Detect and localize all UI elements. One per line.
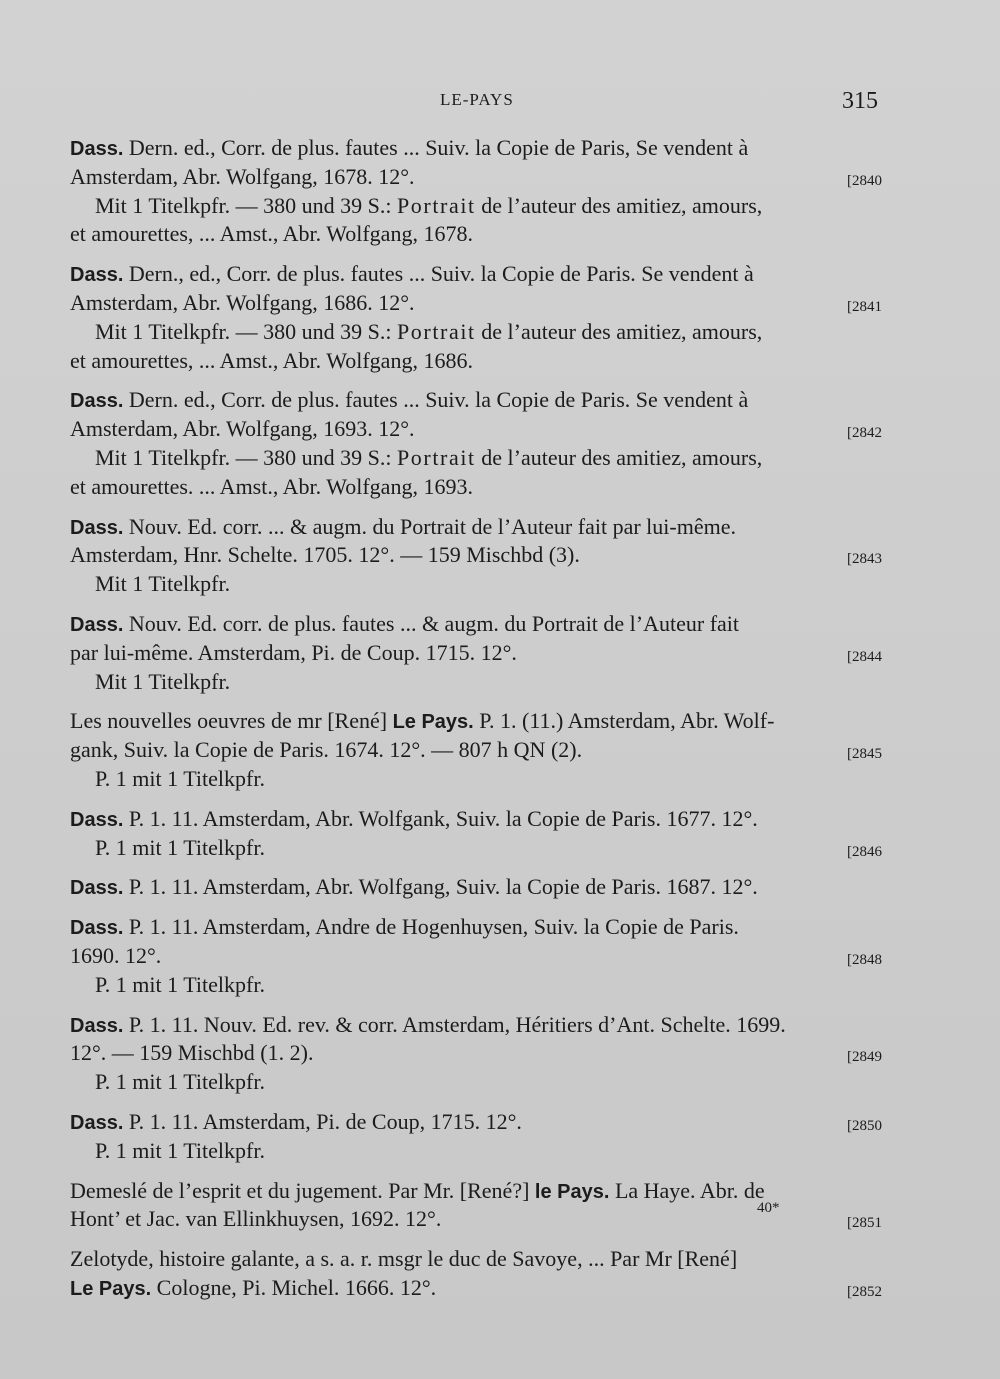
entry-text: gank, Suiv. la Copie de Paris. 1674. 12°. — 807 h QN (2). bbox=[70, 737, 583, 763]
entry-bold: Dass. bbox=[70, 917, 124, 940]
entry-text: Hont’ et Jac. van Ellinkhuysen, 1692. 12°. bbox=[70, 1206, 442, 1232]
entry-bold: Dass. bbox=[70, 1111, 124, 1134]
entry-bold: Dass. bbox=[70, 138, 124, 160]
entry-note: et amourettes, ... Amst., Abr. Wolfgang, 1686. bbox=[70, 347, 473, 373]
entry-bold: Dass. bbox=[70, 877, 124, 900]
entry-note: Mit 1 Titelkpfr. bbox=[95, 571, 231, 597]
entry-2852 bbox=[70, 1245, 882, 1303]
entry-note: de l’auteur des amitiez, amours, bbox=[475, 318, 763, 344]
entry-text: Dern., ed., Corr. de plus. fautes ... Suiv. la Copie de Paris. Se vendent à bbox=[123, 261, 754, 287]
entry-2846 bbox=[70, 805, 882, 863]
spaced-word: Portrait bbox=[396, 318, 476, 344]
entry-note: P. 1 mit 1 Titelkpfr. bbox=[95, 1137, 265, 1163]
entry-text: P. 1. 11. Nouv. Ed. rev. & corr. Amsterdam, Héritiers d’Ant. Schelte. 1699. bbox=[123, 1011, 786, 1037]
entry-2847 bbox=[70, 873, 882, 902]
entry-note: de l’auteur des amitiez, amours, bbox=[475, 444, 763, 470]
entry-text: Nouv. Ed. corr. de plus. fautes ... & augm. du Portrait de l’Auteur fait bbox=[123, 610, 740, 636]
entry-text: Les nouvelles oeuvres de mr [René] bbox=[70, 708, 393, 734]
bibliography-entries bbox=[70, 134, 882, 1314]
entry-2841 bbox=[70, 260, 882, 375]
entry-note: de l’auteur des amitiez, amours, bbox=[475, 192, 763, 218]
entry-text: P. 1. 11. Amsterdam, Abr. Wolfgank, Suiv. la Copie de Paris. 1677. 12°. bbox=[123, 805, 758, 831]
entry-2849 bbox=[70, 1011, 882, 1097]
running-head: LE-PAYS bbox=[440, 90, 514, 109]
entry-bold: Le Pays. bbox=[70, 1277, 152, 1300]
entry-note: P. 1 mit 1 Titelkpfr. bbox=[95, 971, 265, 997]
page-number: 315 bbox=[842, 88, 878, 114]
entry-number: [2851 bbox=[847, 1215, 882, 1232]
entry-number: [2850 bbox=[847, 1117, 882, 1134]
entry-text: P. 1. 11. Amsterdam, Pi. de Coup, 1715. 12°. bbox=[123, 1108, 522, 1134]
entry-text: Amsterdam, Abr. Wolfgang, 1693. 12°. bbox=[70, 416, 415, 442]
entry-text: 12°. — 159 Mischbd (1. 2). bbox=[70, 1040, 314, 1066]
spaced-word: Portrait bbox=[396, 192, 476, 218]
entry-note: P. 1 mit 1 Titelkpfr. bbox=[95, 834, 265, 860]
entry-text: P. 1. (11.) Amsterdam, Abr. Wolf- bbox=[473, 708, 775, 734]
entry-note: P. 1 mit 1 Titelkpfr. bbox=[95, 765, 265, 791]
entry-bold: Dass. bbox=[70, 613, 124, 636]
entry-note: Mit 1 Titelkpfr. — 380 und 39 S.: bbox=[95, 444, 397, 470]
entry-bold: le Pays. bbox=[534, 1180, 610, 1203]
entry-2842 bbox=[70, 386, 882, 501]
entry-bold: Dass. bbox=[70, 516, 124, 539]
entry-number: [2848 bbox=[847, 951, 882, 968]
entry-bold: Dass. bbox=[70, 1014, 124, 1037]
entry-note: Mit 1 Titelkpfr. — 380 und 39 S.: bbox=[95, 318, 397, 344]
entry-2844 bbox=[70, 610, 882, 696]
entry-bold: Dass. bbox=[70, 264, 124, 287]
entry-number: [2843 bbox=[847, 551, 882, 568]
entry-note: Mit 1 Titelkpfr. — 380 und 39 S.: bbox=[95, 192, 397, 218]
entry-text: Amsterdam, Abr. Wolfgang, 1686. 12°. bbox=[70, 289, 415, 315]
entry-text: P. 1. 11. Amsterdam, Abr. Wolfgang, Suiv. la Copie de Paris. 1687. 12°. bbox=[123, 874, 758, 900]
entry-text: Dern. ed., Corr. de plus. fautes ... Suiv. la Copie de Paris, Se vendent à bbox=[123, 135, 749, 160]
entry-note: et amourettes, ... Amst., Abr. Wolfgang, 1678. bbox=[70, 221, 473, 247]
entry-number: [2846 bbox=[847, 843, 882, 860]
entry-text: Nouv. Ed. corr. ... & augm. du Portrait de l’Auteur fait par lui-même. bbox=[123, 513, 736, 539]
entry-text: P. 1. 11. Amsterdam, Andre de Hogenhuysen, Suiv. la Copie de Paris. bbox=[123, 914, 739, 940]
entry-bold: Le Pays. bbox=[392, 711, 474, 734]
entry-note: et amourettes. ... Amst., Abr. Wolfgang, 1693. bbox=[70, 473, 473, 499]
spaced-word: Portrait bbox=[396, 444, 476, 470]
entry-note: Mit 1 Titelkpfr. bbox=[95, 668, 231, 694]
entry-text: Cologne, Pi. Michel. 1666. 12°. bbox=[151, 1274, 437, 1300]
signature-mark: 40* bbox=[757, 1200, 780, 1216]
entry-number: [2841 bbox=[847, 298, 882, 315]
entry-text: Demeslé de l’esprit et du jugement. Par Mr. [René?] bbox=[70, 1177, 535, 1203]
entry-2845 bbox=[70, 707, 882, 793]
entry-text: La Haye. Abr. de bbox=[609, 1177, 765, 1203]
entry-text: 1690. 12°. bbox=[70, 942, 162, 968]
entry-note: P. 1 mit 1 Titelkpfr. bbox=[95, 1069, 265, 1095]
entry-number: [2840 bbox=[847, 172, 882, 189]
entry-number: [2844 bbox=[847, 648, 882, 665]
entry-2843 bbox=[70, 513, 882, 599]
entry-text: Amsterdam, Hnr. Schelte. 1705. 12°. — 159 Mischbd (3). bbox=[70, 542, 580, 568]
entry-text: Amsterdam, Abr. Wolfgang, 1678. 12°. bbox=[70, 163, 415, 189]
entry-number: [2845 bbox=[847, 746, 882, 763]
entry-bold: Dass. bbox=[70, 390, 124, 413]
entry-text: Zelotyde, histoire galante, a s. a. r. msgr le duc de Savoye, ... Par Mr [René] bbox=[70, 1246, 738, 1272]
entry-text: par lui-même. Amsterdam, Pi. de Coup. 1715. 12°. bbox=[70, 639, 517, 665]
entry-number: [2849 bbox=[847, 1049, 882, 1066]
entry-2850 bbox=[70, 1108, 882, 1166]
entry-number: [2842 bbox=[847, 425, 882, 442]
entry-2848 bbox=[70, 913, 882, 999]
entry-number: [2852 bbox=[847, 1283, 882, 1300]
entry-bold: Dass. bbox=[70, 808, 124, 831]
entry-text: Dern. ed., Corr. de plus. fautes ... Suiv. la Copie de Paris. Se vendent à bbox=[123, 387, 749, 413]
entry-2840 bbox=[70, 134, 882, 249]
